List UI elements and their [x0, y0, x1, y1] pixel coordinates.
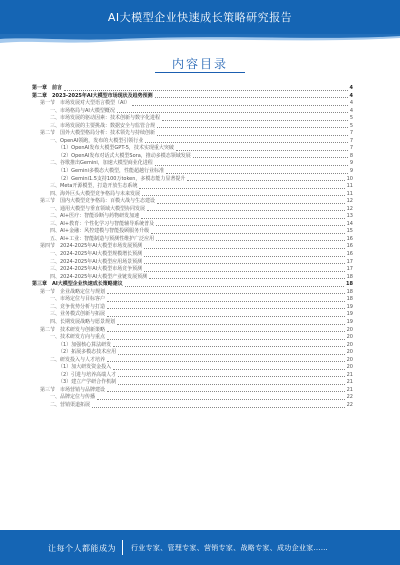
toc-entry-text: 三、市场发展的主要挑战：数据安全与监管合规 — [50, 122, 156, 129]
toc-entry-text: 第三节 市场营销与品牌建设 — [40, 386, 106, 393]
toc-dot-leader — [107, 339, 345, 340]
toc-entry-text: 二、2024-2025年AI大模型应用场景预测 — [50, 258, 143, 265]
toc-dot-leader — [118, 384, 344, 385]
toc-dot-leader — [187, 180, 344, 181]
toc-dot-leader — [176, 150, 348, 151]
toc-dot-leader — [142, 195, 345, 196]
toc-page-number: 22 — [346, 394, 353, 401]
toc-entry[interactable] — [32, 168, 353, 176]
toc-entry-text: 二、研发投入与人才培养 — [50, 356, 106, 363]
toc-entry[interactable] — [32, 311, 353, 319]
toc-entry-text: 第一节 企业战略定位与规划 — [40, 288, 106, 295]
toc-entry-text: 三、2024-2025年AI大模型市场竞争预测 — [50, 266, 143, 273]
toc-dot-leader — [144, 271, 344, 272]
toc-dot-leader — [166, 173, 348, 174]
table-of-contents — [32, 85, 353, 410]
toc-entry-text: 二、谷歌推出Gemini，加速大模型商业化进程 — [50, 160, 153, 167]
toc-page-number: 8 — [349, 152, 353, 159]
toc-dot-leader — [157, 127, 348, 128]
toc-entry[interactable] — [32, 145, 353, 153]
toc-entry-text: 四、长期发展战略与愿景规划 — [50, 318, 116, 325]
toc-entry-text: （3）建立产学研合作机制 — [58, 379, 117, 386]
toc-entry[interactable] — [32, 176, 353, 184]
toc-entry-text: 第二节 国外大模型格局分析：技术领先与持续创新 — [40, 130, 156, 137]
toc-page-number: 9 — [349, 168, 353, 175]
toc-dot-leader — [125, 286, 344, 287]
toc-dot-leader — [151, 233, 345, 234]
toc-entry[interactable] — [32, 251, 353, 259]
toc-page-number: 20 — [346, 326, 353, 333]
toc-page-number: 16 — [346, 243, 353, 250]
toc-entry-text: （1）加强核心算法研发 — [58, 341, 112, 348]
toc-page-number: 7 — [349, 145, 353, 152]
toc-entry[interactable] — [32, 349, 353, 357]
toc-page-number: 14 — [346, 220, 353, 227]
toc-page-number: 16 — [346, 235, 353, 242]
toc-page-number: 15 — [346, 228, 353, 235]
toc-page-number: 4 — [349, 107, 353, 114]
toc-dot-leader — [107, 391, 345, 392]
toc-entry[interactable] — [32, 198, 353, 206]
toc-page-number: 19 — [346, 318, 353, 325]
toc-dot-leader — [113, 346, 344, 347]
toc-dot-leader — [113, 369, 344, 370]
toc-entry-text: 第二节 技术研发与创新策略 — [40, 326, 106, 333]
toc-entry[interactable] — [32, 85, 353, 93]
footer-slogan: 让每个人都能成为 — [48, 544, 116, 553]
toc-page-number: 10 — [346, 175, 353, 182]
toc-entry-text: 一、通用大模型与垂直领域大模型协同发展 — [50, 205, 146, 212]
toc-entry[interactable] — [32, 160, 353, 168]
toc-page-number: 4 — [349, 92, 353, 99]
toc-entry-text: 三、AI+教育：个性化学习与智能辅导系统普及 — [50, 220, 155, 227]
toc-page-number: 18 — [346, 288, 353, 295]
toc-dot-leader — [107, 361, 345, 362]
toc-entry[interactable] — [32, 93, 353, 101]
toc-page-number: 20 — [346, 349, 353, 356]
report-title: AI大模型企业快速成长策略研究报告 — [107, 11, 293, 24]
toc-entry-text: 二、营销渠道拓展 — [50, 401, 91, 408]
toc-dot-leader — [118, 376, 344, 377]
toc-dot-leader — [92, 407, 345, 408]
toc-entry-text: （2）OpenAI发布对话式大模型Sora，推动多模态领域发展 — [58, 152, 191, 159]
toc-entry[interactable] — [32, 342, 353, 350]
toc-dot-leader — [64, 90, 348, 91]
toc-page-number: 19 — [346, 303, 353, 310]
toc-entry-text: 二、AI+医疗：智能诊断与药物研发加速 — [50, 213, 140, 220]
toc-entry-text: （2）拓展多模态技术应用 — [58, 349, 117, 356]
toc-dot-leader — [118, 354, 344, 355]
toc-dot-leader — [162, 120, 348, 121]
toc-entry-text: 二、竞争优势分析与打造 — [50, 303, 106, 310]
toc-entry[interactable] — [32, 379, 353, 387]
toc-entry-text: 三、业务模式创新与拓展 — [50, 311, 106, 318]
toc-entry-text: 四、AI+金融：风控建模与智能投顾服务升级 — [50, 228, 150, 235]
toc-entry-text: 一、市场定位与目标客户 — [50, 296, 106, 303]
toc-entry-text: 一、OpenAI领跑，发布的大模型引领行业 — [50, 137, 144, 144]
toc-entry-text: 五、AI+工业：智能制造与预测性维护广泛应用 — [50, 235, 155, 242]
toc-entry-text: （2）引进与培养高端人才 — [58, 371, 117, 378]
footer-bar — [0, 530, 400, 565]
toc-page-number: 4 — [349, 100, 353, 107]
toc-entry-text: （2）Gemini1.5支持100万token，多模态能力显著提升 — [58, 175, 186, 182]
toc-entry-text: 一、品牌定位与传播 — [50, 394, 96, 401]
toc-entry-text: 四、2024-2025年AI大模型产业链发展预测 — [50, 273, 148, 280]
toc-entry[interactable] — [32, 364, 353, 372]
toc-heading: 内容目录 — [171, 57, 228, 71]
toc-dot-leader — [117, 324, 345, 325]
toc-page-number: 21 — [346, 371, 353, 378]
toc-page-number: 13 — [346, 213, 353, 220]
toc-entry-text: 第四节 2024-2025年AI大模型市场发展预测 — [40, 243, 143, 250]
toc-page-number: 18 — [346, 273, 353, 280]
toc-page-number: 12 — [346, 198, 353, 205]
toc-dot-leader — [155, 165, 348, 166]
toc-page-number: 20 — [346, 364, 353, 371]
toc-dot-leader — [145, 142, 348, 143]
toc-page-number: 5 — [349, 115, 353, 122]
toc-entry[interactable] — [32, 183, 353, 191]
toc-page-number: 17 — [346, 266, 353, 273]
toc-entry[interactable] — [32, 100, 353, 108]
toc-dot-leader — [157, 203, 345, 204]
toc-page-number: 20 — [346, 341, 353, 348]
toc-entry[interactable] — [32, 394, 353, 402]
toc-entry[interactable] — [32, 334, 353, 342]
toc-dot-leader — [144, 263, 344, 264]
toc-page-number: 7 — [349, 137, 353, 144]
toc-dot-leader — [156, 225, 345, 226]
toc-entry[interactable] — [32, 402, 353, 410]
toc-dot-leader — [193, 157, 348, 158]
decorative-wave — [0, 34, 400, 48]
toc-entry-text: 一、技术研发方向与重点 — [50, 334, 106, 341]
toc-page-number: 17 — [346, 258, 353, 265]
toc-dot-leader — [156, 240, 345, 241]
toc-entry-text: 第一章 前言 — [32, 85, 63, 91]
toc-page-number: 18 — [346, 281, 353, 288]
toc-dot-leader — [107, 308, 345, 309]
toc-page-number: 20 — [346, 356, 353, 363]
toc-entry-text: 第三章 AI大模型企业快速成长策略建议 — [32, 281, 123, 288]
toc-page-number: 18 — [346, 296, 353, 303]
toc-entry[interactable] — [32, 115, 353, 123]
toc-page-number: 22 — [346, 401, 353, 408]
toc-dot-leader — [97, 399, 345, 400]
toc-page-number: 21 — [346, 386, 353, 393]
toc-dot-leader — [107, 293, 345, 294]
toc-dot-leader — [157, 135, 348, 136]
toc-entry-text: 第三节 国内大模型竞争格局：百模大战与生态建设 — [40, 198, 156, 205]
toc-entry-text: 一、2024-2025年AI大模型规模增长预测 — [50, 251, 143, 258]
toc-entry-text: （1）Gemini多模态大模型，性能超越行业标准 — [58, 168, 164, 175]
toc-entry-text: 第一节 市场发展对大型语言模型（AI） — [40, 100, 130, 107]
toc-entry[interactable] — [32, 319, 353, 327]
toc-heading-underline — [155, 72, 245, 73]
toc-dot-leader — [155, 97, 348, 98]
toc-entry[interactable] — [32, 296, 353, 304]
toc-page-number: 19 — [346, 311, 353, 318]
footer-divider — [122, 540, 123, 555]
toc-entry-text: （1）加大研发资金投入 — [58, 364, 112, 371]
toc-dot-leader — [107, 331, 345, 332]
toc-entry[interactable] — [32, 281, 353, 289]
toc-dot-leader — [149, 278, 344, 279]
toc-page-number: 4 — [349, 85, 353, 91]
report-title-bar — [0, 0, 400, 34]
toc-dot-leader — [139, 188, 344, 189]
toc-entry-text: 一、市场格局与AI大模型概况 — [50, 107, 115, 114]
toc-entry[interactable] — [32, 327, 353, 335]
toc-page-number: 20 — [346, 334, 353, 341]
toc-dot-leader — [107, 301, 345, 302]
toc-entry-text: 三、Meta开源模型，打造开放生态系统 — [50, 183, 138, 190]
toc-entry-text: （1）OpenAI发布大模型GPT-5，技术实现重大突破 — [58, 145, 174, 152]
toc-dot-leader — [147, 210, 345, 211]
toc-page-number: 11 — [346, 190, 353, 197]
toc-page-number: 21 — [346, 379, 353, 386]
toc-dot-leader — [141, 218, 345, 219]
toc-page-number: 11 — [346, 183, 353, 190]
toc-page-number: 7 — [349, 130, 353, 137]
toc-entry[interactable] — [32, 266, 353, 274]
toc-entry-text: 第二章 2023-2025年AI大模型市场现状及趋势预测 — [32, 92, 153, 99]
toc-entry[interactable] — [32, 259, 353, 267]
toc-dot-leader — [107, 316, 345, 317]
toc-entry-text: 二、市场发展的驱动因素：技术创新与数字化进程 — [50, 115, 161, 122]
toc-entry[interactable] — [32, 228, 353, 236]
footer-roles: 行业专家、管理专家、营销专家、战略专家、成功企业家…… — [131, 544, 329, 552]
toc-entry[interactable] — [32, 130, 353, 138]
toc-entry[interactable] — [32, 243, 353, 251]
toc-entry[interactable] — [32, 213, 353, 221]
toc-dot-leader — [117, 112, 348, 113]
toc-dot-leader — [144, 256, 344, 257]
toc-page-number: 5 — [349, 122, 353, 129]
toc-page-number: 9 — [349, 160, 353, 167]
toc-page-number: 16 — [346, 251, 353, 258]
toc-dot-leader — [132, 105, 348, 106]
toc-entry-text: 四、海外巨头大模型竞争格局与未来发展 — [50, 190, 141, 197]
toc-dot-leader — [144, 248, 344, 249]
toc-page-number: 12 — [346, 205, 353, 212]
